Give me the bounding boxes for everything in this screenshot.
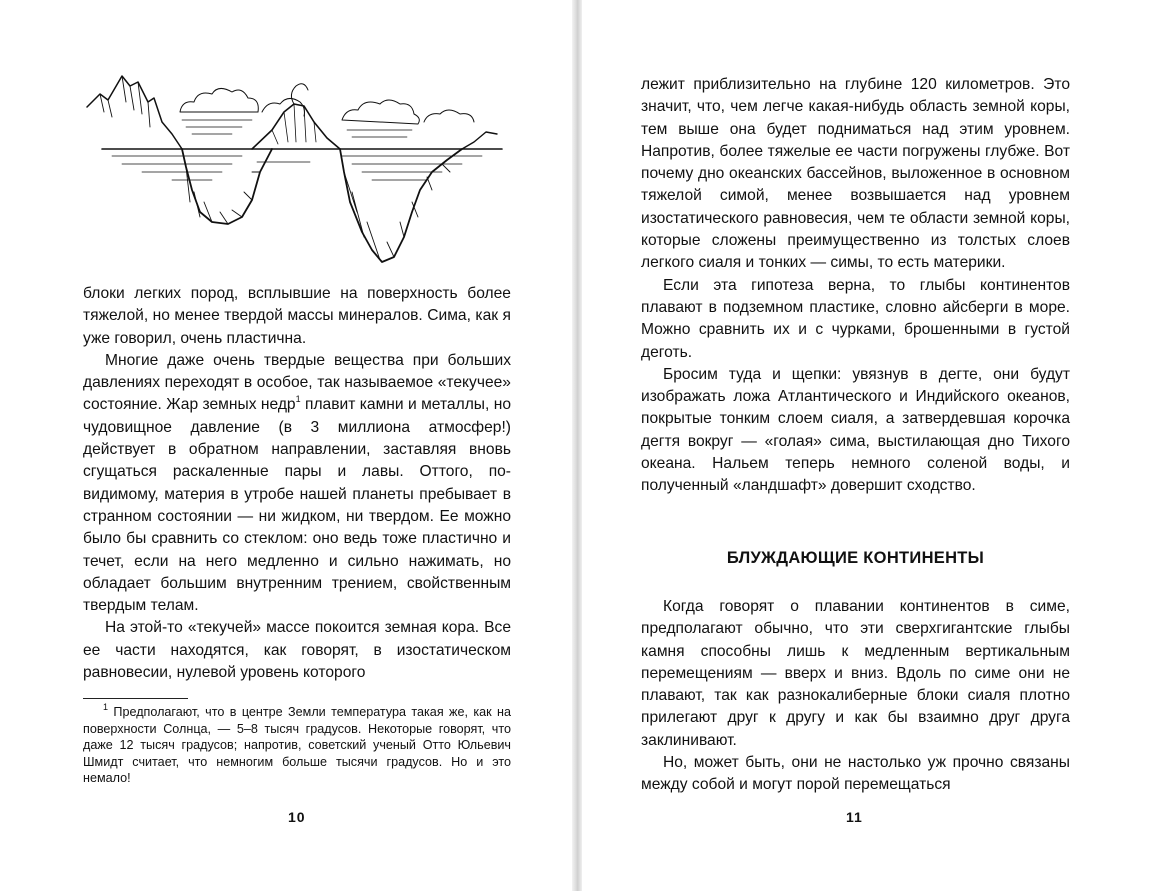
paragraph-part: Многие даже очень твердые вещества при больших давлениях переходят в особое, так называемое «текучее» состояние. Жар земных недр <box>83 351 511 414</box>
paragraph <box>83 350 511 618</box>
right-body-text-2 <box>641 596 1070 797</box>
page-number-right: 11 <box>846 809 863 825</box>
paragraph: На этой-то «текучей» массе покоится земная кора. Все ее части находятся, как говорят, в изостатическом равновесии, нулевой уровень которого <box>83 619 511 682</box>
paragraph-part: плавит камни и металлы, но чудовищное давление (в 3 миллиона атмосфер!) действует в обратном направлении, заставляя вновь сгущаться раскаленные пары и лавы. Оттого, по-видимому, материя в утробе нашей планеты пребывает в странном состоянии — ни жидком, ни твердом. Ее можно было бы сравнить со стеклом: оно ведь тоже пластично и течет, если на него медленно и сильно нажимать, но обладает большим внутренним трением, свойственным твердым телам. <box>83 396 512 615</box>
footnote <box>83 701 511 787</box>
left-body-text <box>83 283 511 684</box>
right-body-text <box>641 74 1070 498</box>
paragraph: Бросим туда и щепки: увязнув в дегте, они будут изображать ложа Атлантического и Индийского океанов, покрытые тонким слоем сиаля, а затвердевшая корочка дегтя вокруг — «голая» сима, выстилающая дно Тихого океана. Нальем теперь немного соленой воды, и полученный «ландшафт» довершит сходство. <box>641 365 1070 495</box>
footnote-reference: 1 <box>295 394 301 405</box>
book-gutter <box>572 0 582 891</box>
paragraph: лежит приблизительно на глубине 120 километров. Это значит, что, чем легче какая-нибудь область земной коры, тем выше она будет подниматься над этим уровнем. Напротив, более тяжелые ее части погружены глубже. Вот почему дно океанских бассейнов, выложенное в основном тяжелой симой, менее возвышается над уровнем изостатического равновесия, чем те области земной коры, которые сложены преимущественно из толстых слоев легкого сиаля и тонких — симы, то есть материки. <box>641 76 1070 272</box>
paragraph: блоки легких пород, всплывшие на поверхность более тяжелой, но менее твердой массы минералов. Сима, как я уже говорил, очень пластична. <box>83 285 511 347</box>
section-heading: БЛУЖДАЮЩИЕ КОНТИНЕНТЫ <box>726 549 985 567</box>
page-number-left: 10 <box>288 809 306 825</box>
footnote-text: Предполагают, что в центре Земли температура такая же, как на поверхности Солнца, — 5–8 тысяч градусов. Некоторые говорят, что даже 12 тысяч градусов; напротив, советский ученый Отто Юльевич Шмидт считает, что немногим больше тысячи градусов. Но и это немало! <box>83 705 511 786</box>
footnote-mark: 1 <box>103 701 109 712</box>
paragraph: Но, может быть, они не настолько уж прочно связаны между собой и могут порой перемещаться <box>641 754 1070 794</box>
paragraph: Если эта гипотеза верна, то глыбы континентов плавают в подземном пластике, словно айсберги в море. Можно сравнить их и с чурками, брошенными в густой деготь. <box>641 276 1070 361</box>
isostasy-landscape-drawing <box>82 72 504 277</box>
paragraph: Когда говорят о плавании континентов в симе, предполагают обычно, что эти сверхгигантские глыбы камня способны лишь к медленным вертикальным перемещениям — вверх и вниз. Вдоль по симе они не плавают, так как разнокалиберные блоки сиаля плотно прилегают друг к другу и как бы взаимно друг друга заклинивают. <box>641 598 1070 749</box>
footnote-divider <box>83 698 188 699</box>
